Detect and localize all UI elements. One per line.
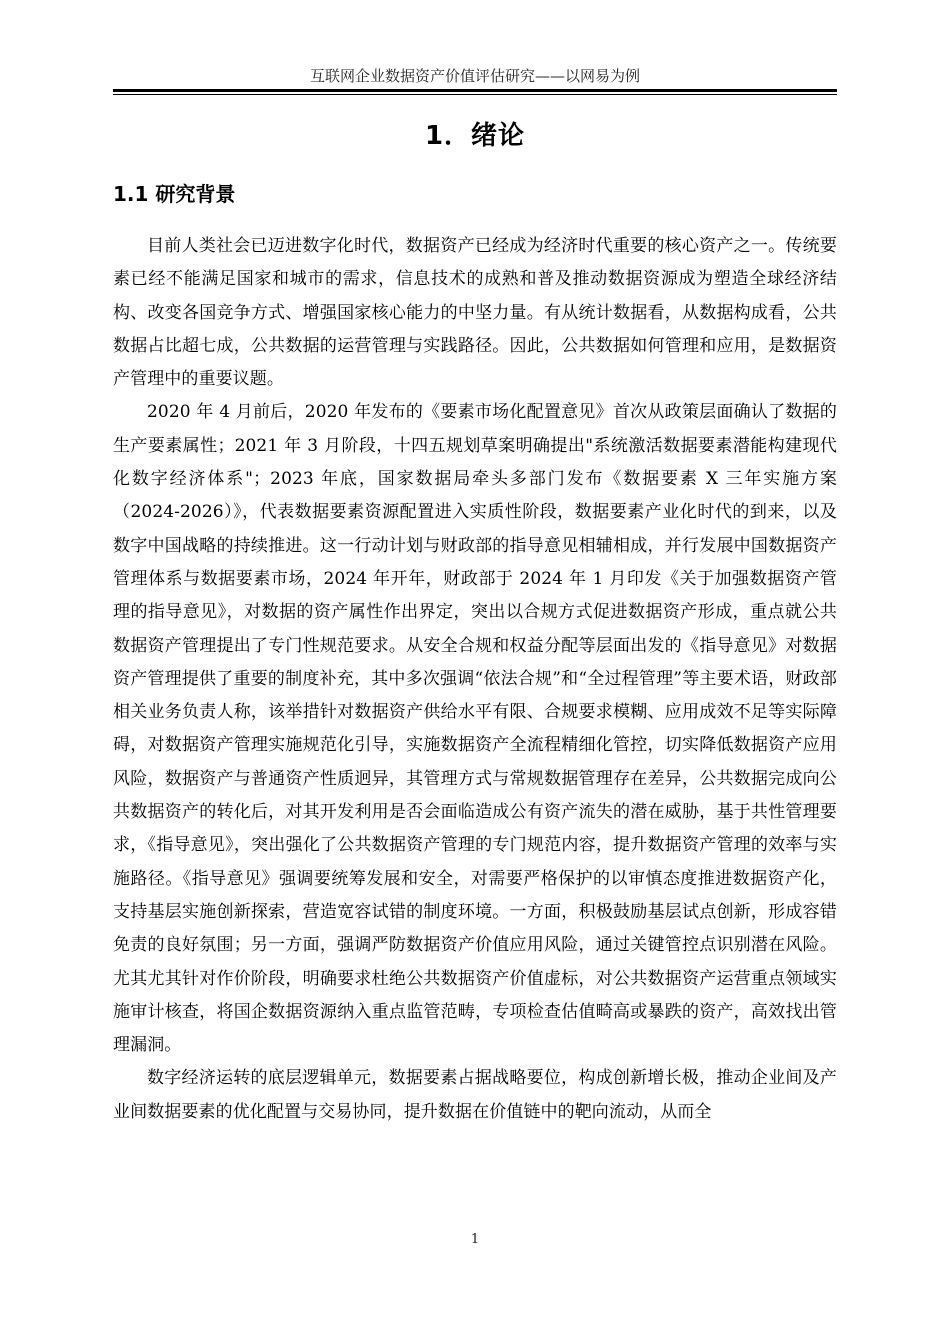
running-header: 互联网企业数据资产价值评估研究——以网易为例 <box>309 67 640 85</box>
paragraph-1: 目前人类社会已迈进数字化时代，数据资产已经成为经济时代重要的核心资产之一。传统要素已经不能满足国家和城市的需求，信息技术的成熟和普及推动数据资源成为塑造全球经济结构、改变各国竞争方式、增强国家核心能力的中坚力量。有从统计数据看，从数据构成看，公共数据占比超七成，公共数据的运营管理与实践路径。因此，公共数据如何管理和应用，是数据资产管理中的重要议题。 <box>113 236 837 390</box>
header-rule-thick <box>113 89 837 92</box>
header-rule-thin <box>113 94 837 95</box>
paragraph-3: 数字经济运转的底层逻辑单元，数据要素占据战略要位，构成创新增长极，推动企业间及产业间数据要素的优化配置与交易协同，提升数据在价值链中的靶向流动，从而全 <box>113 1068 837 1122</box>
paragraph-2: 2020 年 4 月前后，2020 年发布的《要素市场化配置意见》首次从政策层面确认了数据的生产要素属性；2021 年 3 月阶段，十四五规划草案明确提出"系统激活数据要素潜能构建现代化数字经济体系"；2023 年底，国家数据局牵头多部门发布《数据要素 X 三年实施方案（2024-2026）》，代表数据要素资源配置进入实质性阶段，数据要素产业化时代的到来，以及数字中国战略的持续推进。这一行动计划与财政部的指导意见相辅相成，并行发展中国数据资产管理体系与数据要素市场，2024 年开年，财政部于 2024 年 1 月印发《关于加强数据资产管理的指导意见》，对数据的资产属性作出界定，突出以合规方式促进数据资产形成，重点就公共数据资产管理提出了专门性规范要求。从安全合规和权益分配等层面出发的《指导意见》对数据资产管理提供了重要的制度补充，其中多次强调“依法合规”和“全过程管理”等主要术语，财政部相关业务负责人称，该举措针对数据资产供给水平有限、合规要求模糊、应用成效不足等实际障碍，对数据资产管理实施规范化引导，实施数据资产全流程精细化管控，切实降低数据资产应用风险，数据资产与普通资产性质迥异，其管理方式与常规数据管理存在差异，公共数据完成向公共数据资产的转化后，对其开发利用是否会面临造成公有资产流失的潜在威胁，基于共性管理要求，《指导意见》，突出强化了公共数据资产管理的专门规范内容，提升数据资产管理的效率与实施路径。《指导意见》强调要统筹发展和安全，对需要严格保护的以审慎态度推进数据资产化，支持基层实施创新探索，营造宽容试错的制度环境。一方面，积极鼓励基层试点创新，形成容错免责的良好氛围；另一方面，强调严防数据资产价值应用风险，通过关键管控点识别潜在风险。尤其尤其针对作价阶段，明确要求杜绝公共数据资产价值虚标，对公共数据资产运营重点领域实施审计核查，将国企数据资源纳入重点监管范畴，专项检查估值畸高或暴跌的资产，高效找出管理漏洞。 <box>113 402 837 1056</box>
body-text <box>113 230 837 1129</box>
page-number: 1 <box>470 1232 480 1247</box>
chapter-title: 1．绪论 <box>424 121 526 151</box>
section-title: 1.1 研究背景 <box>113 182 236 206</box>
